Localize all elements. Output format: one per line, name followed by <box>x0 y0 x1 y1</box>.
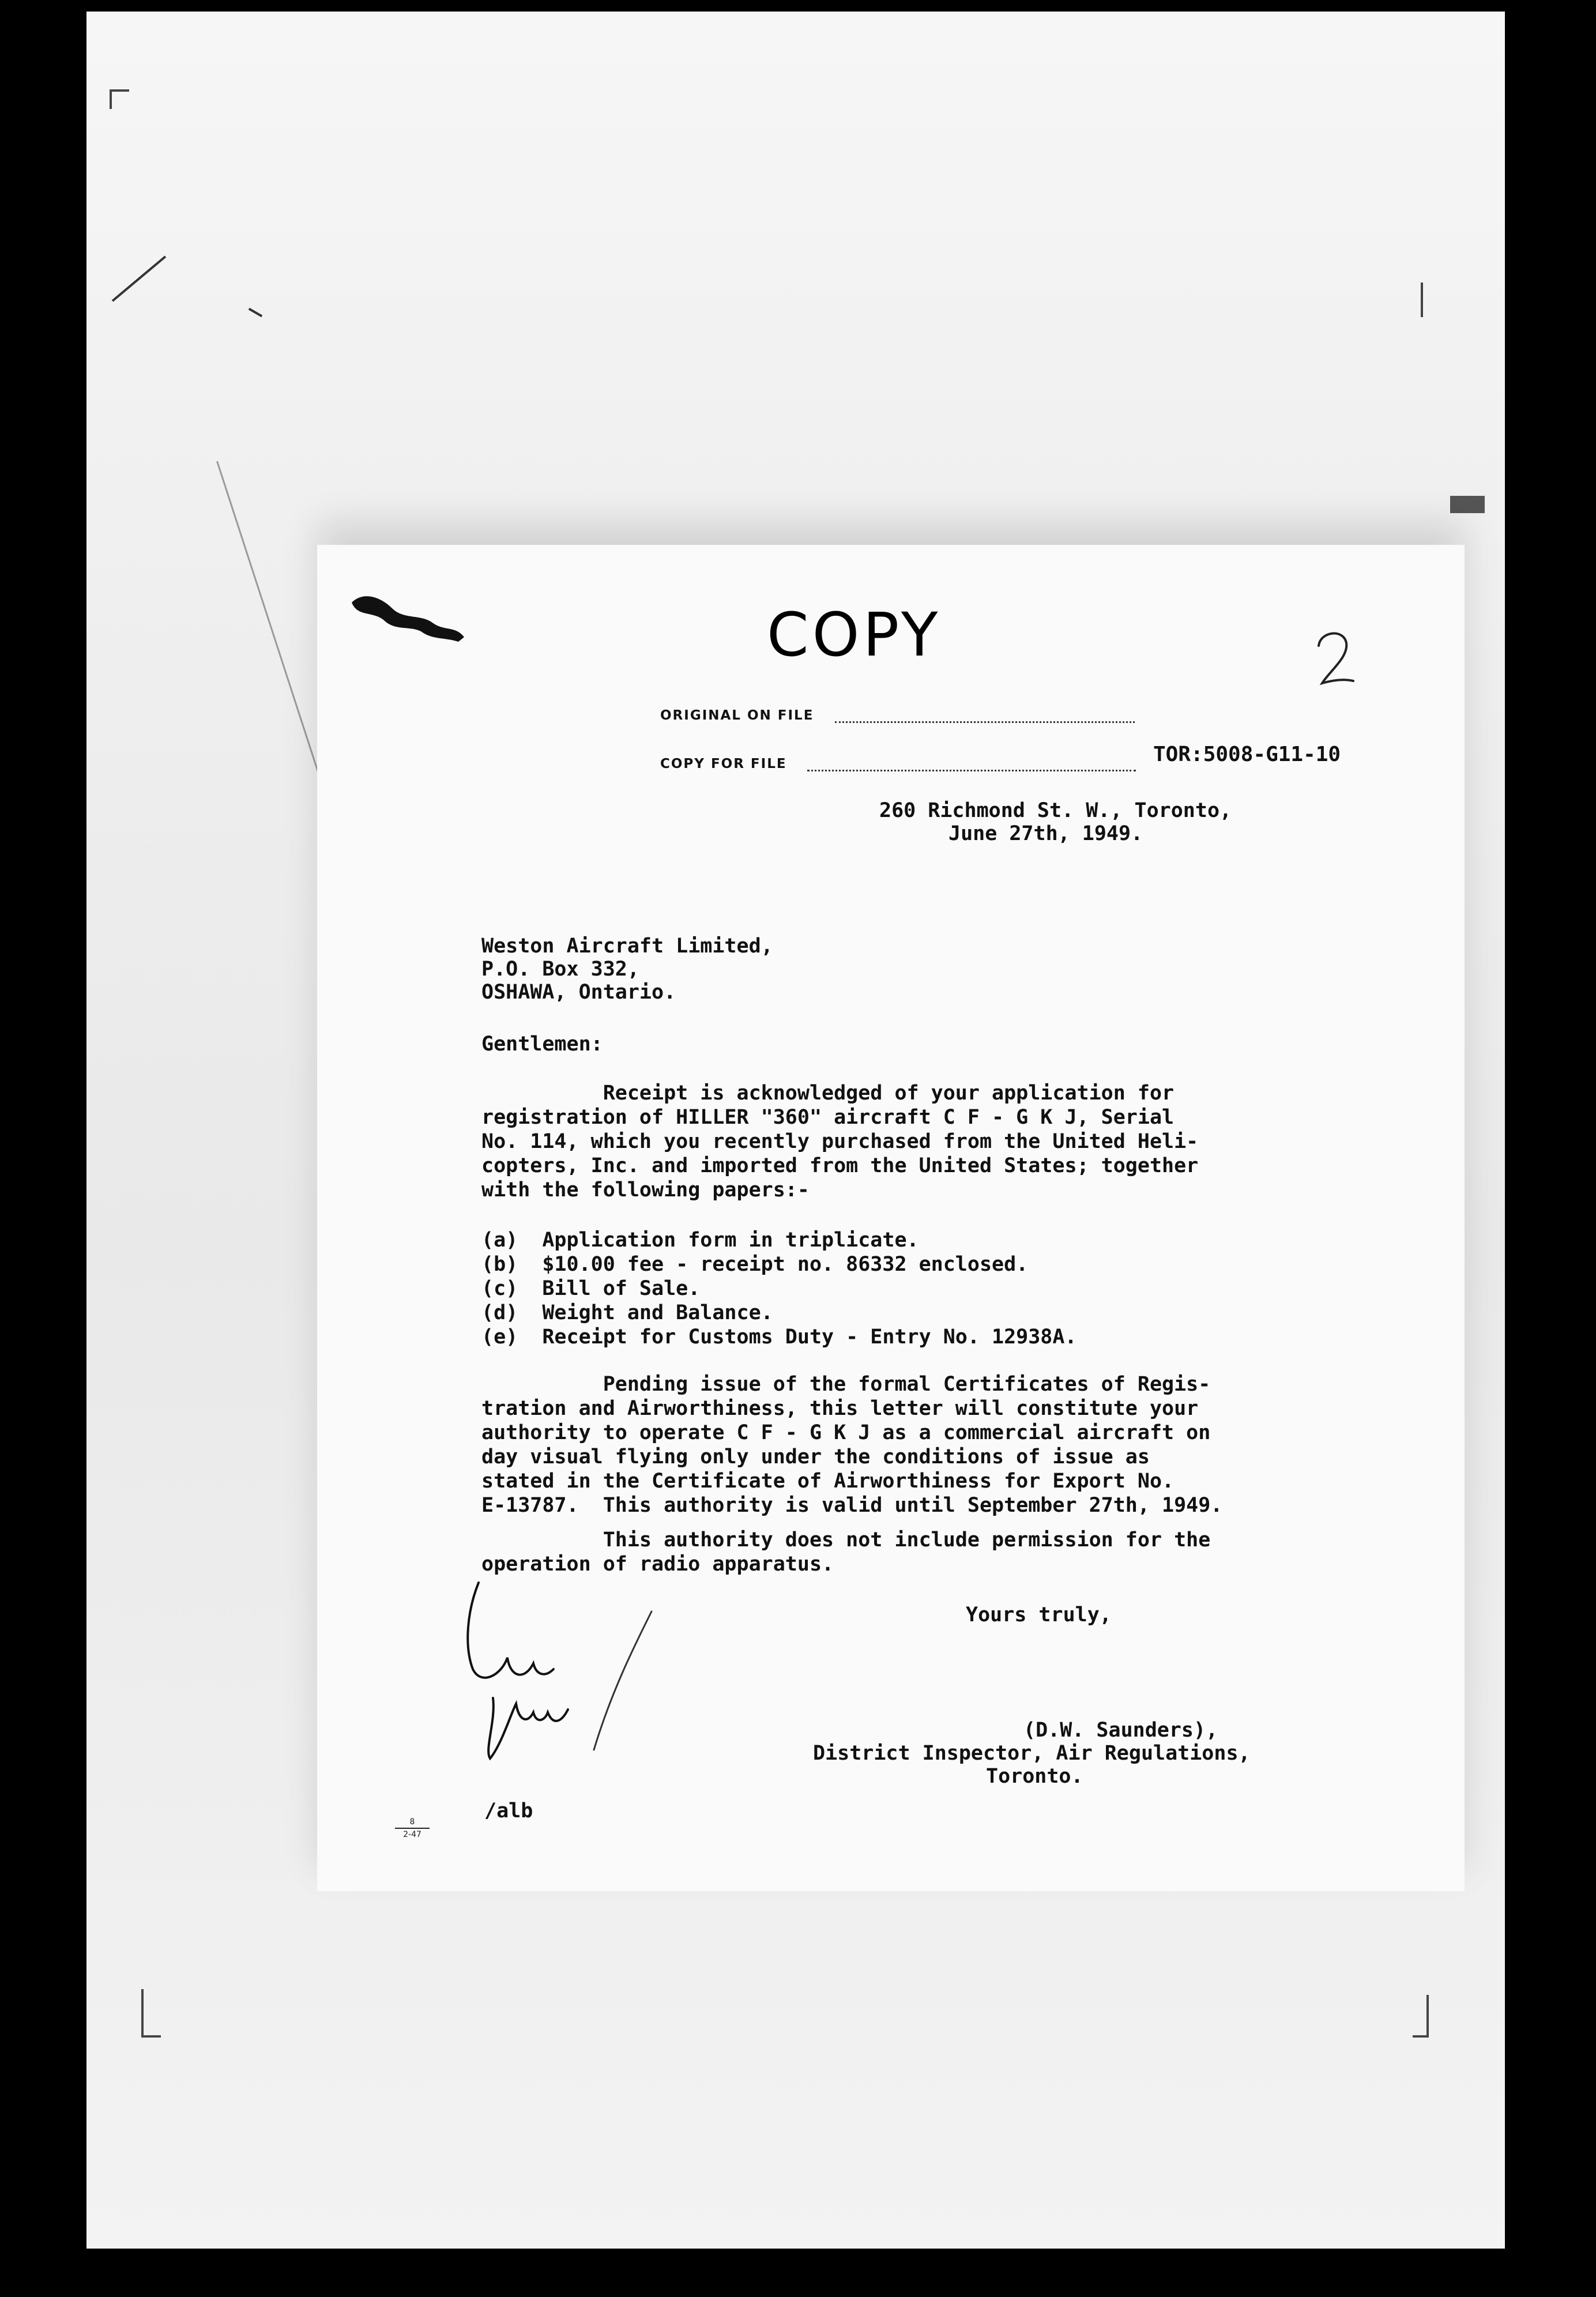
recipient-line: Weston Aircraft Limited, <box>481 935 773 958</box>
recipient-line: OSHAWA, Ontario. <box>481 981 676 1004</box>
letter-date: June 27th, 1949. <box>948 822 1143 845</box>
sender-address: 260 Richmond St. W., Toronto, <box>879 799 1232 822</box>
papers-list: (a) Application form in triplicate. (b) $10.00 fee - receipt no. 86332 enclosed. (c) Bill of Sale. (d) Weight and Balance. (e) Receipt for Customs Duty - Entry No. 12938A. <box>481 1229 1077 1349</box>
body-paragraph-receipt: Receipt is acknowledged of your application for registration of HILLER "360" aircraft C F - G K J, Serial No. 114, which you recently purchased from the United Heli- copters, Inc. and imported from the United States; together with the following papers:- <box>481 1082 1199 1202</box>
signatory-title: District Inspector, Air Regulations, <box>813 1742 1251 1765</box>
form-code-number: 8 <box>395 1816 430 1829</box>
file-reference: TOR:5008-G11-10 <box>1153 743 1341 766</box>
copy-for-file-label: COPY FOR FILE <box>660 756 787 771</box>
letter-page <box>317 545 1465 1891</box>
crop-mark-top-left <box>110 89 129 109</box>
crop-mark-top-right <box>1407 283 1423 317</box>
original-on-file-label: ORIGINAL ON FILE <box>660 708 814 723</box>
ink-stain <box>346 591 473 643</box>
edge-artifact <box>1450 496 1485 513</box>
signatory-city: Toronto. <box>986 1765 1083 1788</box>
crop-mark-bottom-left <box>141 1989 161 2038</box>
original-on-file-line <box>835 721 1135 723</box>
copy-stamp-title: COPY <box>767 600 942 670</box>
crop-mark-bottom-right <box>1413 1995 1429 2038</box>
body-paragraph-radio: This authority does not include permission for the operation of radio apparatus. <box>481 1528 1211 1576</box>
handwritten-page-number <box>1312 626 1358 689</box>
signatory-name: (D.W. Saunders), <box>1023 1719 1218 1742</box>
body-paragraph-authority: Pending issue of the formal Certificates of Regis- tration and Airworthiness, this letter will constitute your authority to operate C F - G K J as a commercial aircraft on day visual flying only under the conditions of issue as stated in the Certificate of Airworthiness for Export No. E-13787. This authority is valid until September 27th, 1949. <box>481 1373 1223 1517</box>
recipient-line: P.O. Box 332, <box>481 958 639 981</box>
form-code <box>395 1816 430 1840</box>
form-code-date: 2-47 <box>403 1830 421 1839</box>
salutation: Gentlemen: <box>481 1033 603 1056</box>
handwritten-signature <box>461 1577 669 1773</box>
closing: Yours truly, <box>966 1603 1112 1626</box>
copy-for-file-line <box>807 770 1136 771</box>
typist-initials: /alb <box>484 1799 533 1822</box>
